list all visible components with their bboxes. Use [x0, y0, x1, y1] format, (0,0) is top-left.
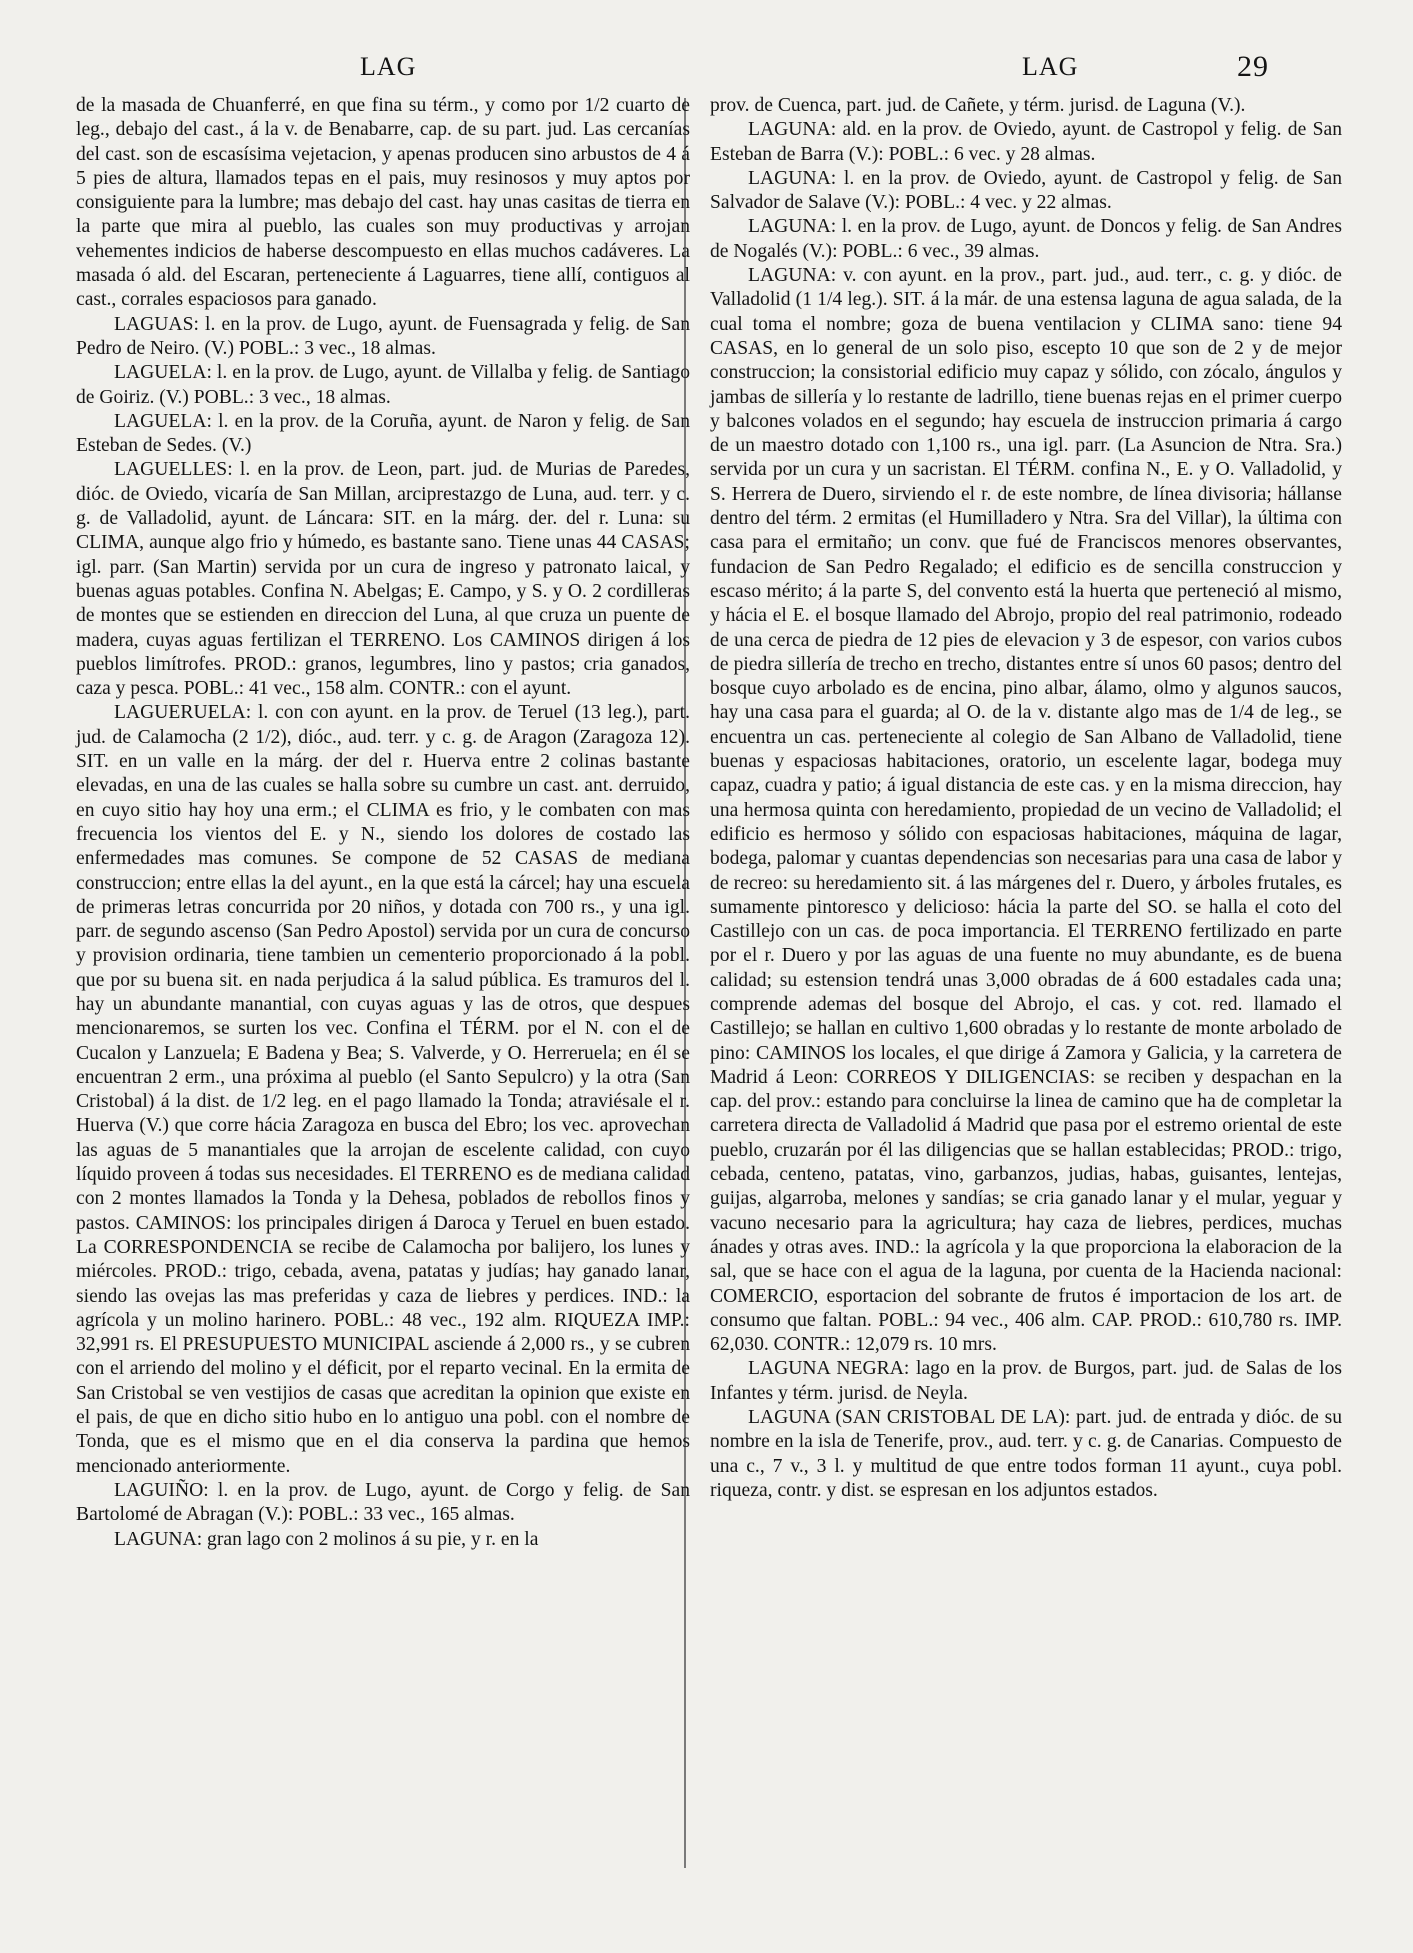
entry-laguna-negra: LAGUNA NEGRA: lago en la prov. de Burgos, part. jud. de Salas de los Infantes y térm. jurisd. de Neyla. — [710, 1358, 1342, 1404]
page-number: 29 — [1237, 50, 1269, 83]
running-head-left: LAG — [360, 52, 417, 81]
entry-laguna-salave: LAGUNA: l. en la prov. de Oviedo, ayunt. de Castropol y felig. de San Salvador de Salave (V.): POBL.: 4 vec. y 22 almas. — [710, 167, 1342, 214]
entry-laguna-barra: LAGUNA: ald. en la prov. de Oviedo, ayunt. de Castropol y felig. de San Esteban de Barra (V.): POBL.: 6 vec. y 28 almas. — [710, 119, 1342, 165]
entry-laguna-san-cristobal: LAGUNA (SAN CRISTOBAL DE LA): part. jud. de entrada y dióc. de su nombre en la isla de Tenerife, prov., aud. terr. y c. g. de Canarias. Compuesto de una c., 7 v., 3 l. y multitud de que entre todos forman 11 ayunt., cuya pobl. riqueza, contr. y dist. se espresan en los adjuntos estados. — [710, 1407, 1342, 1501]
entry-laguna-nogales: LAGUNA: l. en la prov. de Lugo, ayunt. de Doncos y felig. de San Andres de Nogalés (V.): POBL.: 6 vec., 39 almas. — [710, 216, 1342, 262]
entry-laguna-lago: LAGUNA: gran lago con 2 molinos á su pie, y r. en la — [114, 1528, 539, 1550]
entry-laguelles: LAGUELLES: l. en la prov. de Leon, part. jud. de Murias de Paredes, dióc. de Oviedo, vicaría de San Millan, arciprestazgo de Luna, aud. terr. y c. g. de Valladolid, ayunt. de Láncara: SIT. en la márg. der. del r. Luna: su CLIMA, aunque algo frio y húmedo, es bastante sano. Tiene unas 44 CASAS; igl. parr. (San Martin) servida por un cura de ingreso y patronato laical, y buenas aguas potables. Confina N. Abelgas; E. Campo, y S. y O. 2 cordilleras de montes que se estienden en direccion del Luna, al que cruza un puente de madera, cuyas aguas fertilizan el TERRENO. Los CAMINOS dirigen á los pueblos limítrofes. PROD.: granos, legumbres, lino y pastos; cria ganados, caza y pesca. POBL.: 41 vec., 158 alm. CONTR.: con el ayunt. — [76, 459, 690, 700]
entry-continuation-right: prov. de Cuenca, part. jud. de Cañete, y térm. jurisd. de Laguna (V.). — [710, 95, 1246, 116]
entry-laguas: LAGUAS: l. en la prov. de Lugo, ayunt. de Fuensagrada y felig. de San Pedro de Neiro. (V.) POBL.: 3 vec., 18 almas. — [76, 313, 690, 359]
entry-lagueruela: LAGUERUELA: l. con con ayunt. en la prov. de Teruel (13 leg.), part. jud. de Calamocha (2 1/2), dióc., aud. terr. y c. g. de Aragon (Zaragoza 12). SIT. en un valle en la márg. der del r. Huerva entre 2 colinas bastante elevadas, en una de las cuales se halla sobre su cumbre un cast. ant. derruido, en cuyo sitio hay hoy una erm.; el CLIMA es frio, y le combaten con mas frecuencia los vientos del E. y N., siendo los dolores de costado las enfermedades mas comunes. Se compone de 52 CASAS de mediana construccion; entre ellas la del ayunt., en la que está la cárcel; hay una escuela de primeras letras concurrida por 20 niños, y dotada con 700 rs., y una igl. parr. de segundo ascenso (San Pedro Apostol) servida por un cura de concurso y provision ordinaria, tiene tambien un cementerio proporcionado á la pobl. que por su buena sit. en nada perjudica á la salud pública. Es tramuros del l. hay un abundante manantial, con cuyas aguas y las de otros, que despues mencionaremos, se surten los vec. Confina el TÉRM. por el N. con el de Cucalon y Lanzuela; E Badena y Bea; S. Valverde, y O. Herreruela; en él se encuentran 2 erm., una próxima al pueblo (el Santo Sepulcro) y la otra (San Cristobal) á la dist. de 1/2 leg. en el pago llamado la Tonda; atraviésale el r. Huerva (V.) que corre hácia Zaragoza en busca del Ebro; los vec. aprovechan las aguas de 5 manantiales que la arrojan de escelente calidad, con cuyo líquido proveen á todas sus necesidades. El TERRENO es de mediana calidad con 2 montes llamados la Tonda y la Dehesa, poblados de rebollos finos y pastos. CAMINOS: los principales dirigen á Daroca y Teruel en buen estado. La CORRESPONDENCIA se recibe de Calamocha por balijero, los lunes y miércoles. PROD.: trigo, cebada, avena, patatas y judías; hay ganado lanar, siendo las ovejas las mas preferidas y caza de liebres y perdices. IND.: la agrícola y un molino harinero. POBL.: 48 vec., 192 alm. RIQUEZA IMP.: 32,991 rs. El PRESUPUESTO MUNICIPAL asciende á 2,000 rs., y se cubren con el arriendo del molino y el déficit, por el reparto vecinal. En la ermita de San Cristobal se ven vestijios de casas que acreditan la opinion que existe en el pais, de que en dicho sitio hubo en lo antiguo una pobl. con el nombre de Tonda, que es el mismo que en el dia conserva la pardina que hemos mencionado anteriormente. — [76, 702, 690, 1477]
running-head-right: LAG — [1022, 52, 1079, 81]
entry-laguino: LAGUIÑO: l. en la prov. de Lugo, ayunt. de Corgo y felig. de San Bartolomé de Abragan (V.): POBL.: 33 vec., 165 almas. — [76, 1479, 690, 1526]
entry-laguna-valladolid: LAGUNA: v. con ayunt. en la prov., part. jud., aud. terr., c. g. y dióc. de Valladolid (1 1/4 leg.). SIT. á la már. de una estensa laguna de agua salada, de la cual toma el nombre; goza de buena ventilacion y CLIMA sano: tiene 94 CASAS, en lo general de un solo piso, escepto 10 que son de 2 y de mejor construccion; la consistorial edificio muy capaz y sólido, con zócalo, ángulos y jambas de sillería y lo restante de ladrillo, tiene buenas rejas en el primer cuerpo y balcones volados en el segundo; hay escuela de instruccion primaria á cargo de un maestro dotado con 1,100 rs., una igl. parr. (La Asuncion de Ntra. Sra.) servida por un cura y un sacristan. El TÉRM. confina N., E. y O. Valladolid, y S. Herrera de Duero, sirviendo el r. de este nombre, de línea divisoria; hállanse dentro del térm. 2 ermitas (el Humilladero y Ntra. Sra del Villar), la última con casa para el ermitaño; un conv. que fué de Franciscos menores observantes, fundacion de San Pedro Regalado; el edificio es de sencilla construccion y escaso mérito; á la parte S, del convento está la huerta que perteneció al mismo, y hácia el E. el bosque llamado del Abrojo, propio del real patrimonio, rodeado de una cerca de piedra de 12 pies de elevacion y 3 de espesor, con varios cubos de piedra sillería de trecho en trecho, distantes entre sí unos 60 pasos; dentro del bosque cuyo arbolado es de encina, pino albar, álamo, olmo y algunos saucos, hay una casa para el guarda; al O. de la v. distante algo mas de 1/4 de leg., se encuentra un cas. perteneciente al colegio de San Albano de Valladolid, tiene buenas y espaciosas habitaciones, oratorio, un escelente lagar, bodega muy capaz, cuadra y patio; á igual distancia de este cas. y en la misma direccion, hay una hermosa quinta con heredamiento, propiedad de un vecino de Valladolid; el edificio es hermoso y sólido con espaciosas habitaciones, máquina de lagar, bodega, palomar y cuantas dependencias son necesarias para una casa de labor y de recreo: su heredamiento sit. á las márgenes del r. Duero, y árboles frutales, es sumamente pintoresco y delicioso: hácia la parte del SO. se halla el coto del Castillejo con un cas. de poca importancia. El TERRENO fertilizado en parte por el r. Duero y por las aguas de una fuente no muy abundante, es de buena calidad; su estension tendrá unas 3,000 obradas de á 600 estadales cada una; comprende ademas del bosque del Abrojo, el cas. y cot. red. llamado el Castillejo; se hallan en cultivo 1,600 obradas y lo restante de monte arbolado de pino: CAMINOS los locales, el que dirige á Zamora y Galicia, y la carretera de Madrid á Leon: CORREOS Y DILIGENCIAS: se reciben y despachan en la cap. del prov.: estando para concluirse la linea de camino que ha de completar la carretera directa de Valladolid á Madrid que pasa por el estremo oriental de este pueblo, cruzarán por él las diligencias que se hallan establecidas; PROD.: trigo, cebada, centeno, patatas, vino, garbanzos, judias, habas, guisantes, lentejas, guijas, algarroba, melones y sandías; se cria ganado lanar y el mular, yeguar y vacuno necesario para la agricultura; hay caza de liebres, perdices, muchas ánades y otras aves. IND.: la agrícola y la que proporciona la elaboracion de la sal, que se hace con el agua de la laguna, por cuenta de la Hacienda nacional: COMERCIO, esportacion del sobrante de frutos é importacion de los art. de consumo que faltan. POBL.: 94 vec., 406 alm. CAP. PROD.: 610,780 rs. IMP. 62,030. CONTR.: 12,079 rs. 10 mrs. — [710, 265, 1342, 1356]
entry-laguela-lugo: LAGUELA: l. en la prov. de Lugo, ayunt. de Villalba y felig. de Santiago de Goiriz. (V.) POBL.: 3 vec., 18 almas. — [76, 362, 690, 408]
left-column — [76, 94, 690, 1552]
entry-continuation: de la masada de Chuanferré, en que fina su térm., y como por 1/2 cuarto de leg., debajo del cast., á la v. de Benabarre, cap. de su part. jud. Las cercanías del cast. son de escasísima vejetacion, y apenas producen sino arbustos de 4 á 5 pies de altura, llamados tepas en el pais, muy resinosos y muy aptos por consiguiente para la lumbre; mas debajo del cast. hay unas casitas de tierra en la parte que mira al pueblo, las cuales son muy productivas y arrojan vehementes indicios de haberse descompuesto en ellas muchos cadáveres. La masada ó ald. del Escaran, perteneciente á Laguarres, tiene allí, contiguos al cast., corrales espaciosos para ganado. — [76, 95, 690, 311]
right-column — [710, 94, 1342, 1503]
entry-laguela-coruna: LAGUELA: l. en la prov. de la Coruña, ayunt. de Naron y felig. de San Esteban de Sedes. (V.) — [76, 410, 690, 457]
